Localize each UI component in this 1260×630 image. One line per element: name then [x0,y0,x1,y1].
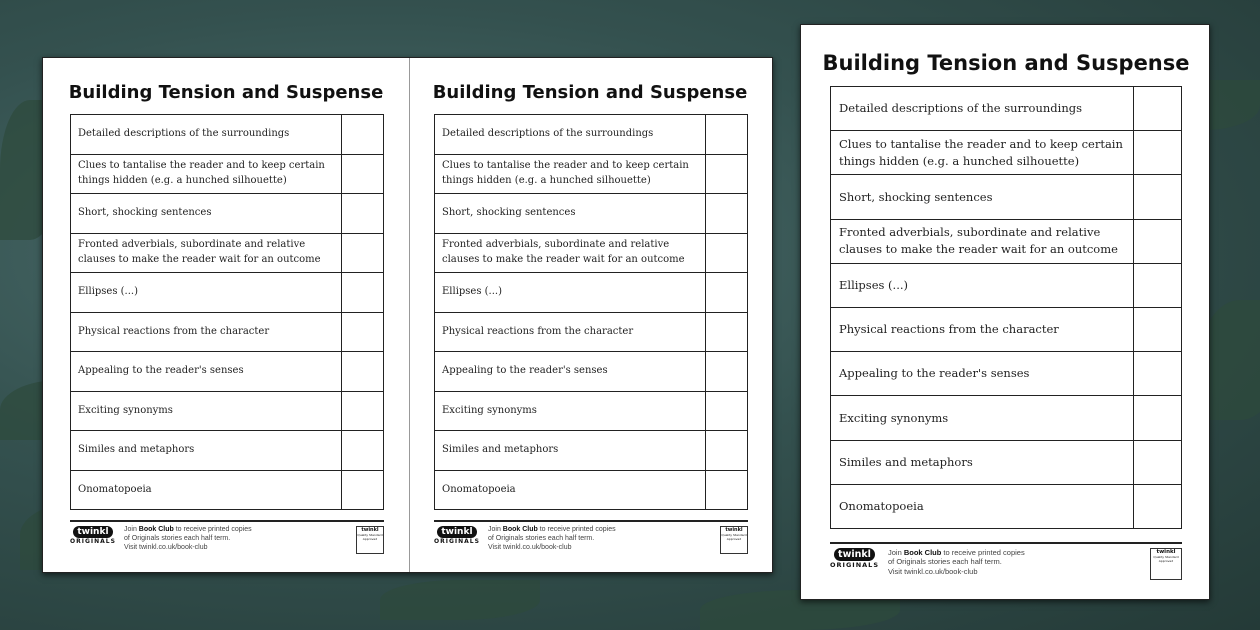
checklist-item-label: Onomatopoeia [831,484,1134,528]
checklist-item-label: Short, shocking sentences [435,194,706,234]
checklist-checkbox[interactable] [342,312,384,352]
originals-logo-text: ORIGINALS [830,561,879,569]
checklist-row [831,396,1182,440]
checklist-checkbox[interactable] [706,194,748,234]
checklist-item-label: Appealing to the reader's senses [435,352,706,392]
checklist-checkbox[interactable] [706,391,748,431]
footer-line-1 [488,526,616,535]
checklist-table [830,86,1182,529]
worksheet-title: Building Tension and Suspense [68,82,384,103]
book-club-text [488,526,616,552]
checklist-checkbox[interactable] [1134,219,1182,263]
checklist-checkbox[interactable] [1134,307,1182,351]
badge-logo: twinkl [361,527,379,533]
checklist-row [435,352,748,392]
badge-caption: Quality Standard Approved [357,533,383,541]
checklist-checkbox[interactable] [342,391,384,431]
checklist-item-label: Ellipses (...) [435,273,706,313]
worksheet-double [42,57,773,573]
footer-line-2: of Originals stories each half term. [124,534,231,542]
footer-book-club: Book Club [903,548,942,557]
footer-line-2: of Originals stories each half term. [488,534,595,542]
checklist-item-label: Exciting synonyms [435,391,706,431]
worksheet-page [801,25,1211,599]
checklist-item-label: Appealing to the reader's senses [71,352,342,392]
checklist-item-label: Onomatopoeia [71,470,342,510]
badge-caption: Quality Standard Approved [721,533,747,541]
footer-line-1-post: to receive printed copies [941,548,1025,557]
checklist-checkbox[interactable] [1134,263,1182,307]
checklist-checkbox[interactable] [706,352,748,392]
checklist-checkbox[interactable] [1134,396,1182,440]
leaf-decoration [380,580,540,620]
checklist-row [831,440,1182,484]
checklist-checkbox[interactable] [342,470,384,510]
checklist-row [71,154,384,194]
footer-line-1-pre: Join [124,526,139,533]
checklist-row [435,154,748,194]
checklist-checkbox[interactable] [706,312,748,352]
checklist-item-label: Ellipses (...) [831,263,1134,307]
checklist-row [71,194,384,234]
checklist-checkbox[interactable] [342,194,384,234]
book-club-text [124,526,252,552]
checklist-checkbox[interactable] [342,273,384,313]
twinkl-logo-text: twinkl [834,548,875,561]
footer-line-3: Visit twinkl.co.uk/book-club [888,566,978,576]
footer-line-1-post: to receive printed copies [173,526,252,533]
quality-standard-badge [356,526,384,554]
checklist-item-label: Physical reactions from the character [71,312,342,352]
checklist-item-label: Similes and metaphors [831,440,1134,484]
checklist-checkbox[interactable] [706,431,748,471]
footer-line-3: Visit twinkl.co.uk/book-club [124,543,208,551]
checklist-row [71,273,384,313]
checklist-item-label: Clues to tantalise the reader and to keep certain things hidden (e.g. a hunched silhouette) [831,131,1134,175]
worksheet-single [800,24,1210,600]
checklist-item-label: Fronted adverbials, subordinate and relative clauses to make the reader wait for an outcome [831,219,1134,263]
footer-line-1 [124,526,252,535]
footer-line-2: of Originals stories each half term. [888,557,1002,567]
twinkl-originals-logo [70,526,116,545]
checklist-table [434,114,748,510]
checklist-row [435,312,748,352]
checklist-row [71,391,384,431]
checklist-item-label: Fronted adverbials, subordinate and relative clauses to make the reader wait for an outcome [435,233,706,273]
twinkl-originals-logo [434,526,480,545]
twinkl-originals-logo [830,548,879,569]
checklist-table [70,114,384,510]
footer-divider [434,520,748,522]
footer-line-3: Visit twinkl.co.uk/book-club [488,543,572,551]
originals-logo-text: ORIGINALS [434,538,480,545]
checklist-row [435,115,748,155]
quality-standard-badge [1150,548,1182,580]
checklist-checkbox[interactable] [706,470,748,510]
checklist-row [71,115,384,155]
checklist-checkbox[interactable] [342,431,384,471]
checklist-checkbox[interactable] [342,352,384,392]
checklist-checkbox[interactable] [1134,131,1182,175]
checklist-row [831,219,1182,263]
checklist-item-label: Detailed descriptions of the surroundings [831,87,1134,131]
checklist-item-label: Fronted adverbials, subordinate and relative clauses to make the reader wait for an outcome [71,233,342,273]
checklist-checkbox[interactable] [342,115,384,155]
checklist-item-label: Similes and metaphors [71,431,342,471]
checklist-checkbox[interactable] [342,154,384,194]
checklist-item-label: Exciting synonyms [831,396,1134,440]
checklist-row [435,391,748,431]
checklist-checkbox[interactable] [1134,484,1182,528]
checklist-item-label: Exciting synonyms [71,391,342,431]
checklist-item-label: Detailed descriptions of the surroundings [71,115,342,155]
badge-logo: twinkl [725,527,743,533]
checklist-item-label: Physical reactions from the character [435,312,706,352]
checklist-checkbox[interactable] [706,154,748,194]
checklist-row [435,233,748,273]
checklist-item-label: Detailed descriptions of the surroundings [435,115,706,155]
checklist-row [435,273,748,313]
checklist-checkbox[interactable] [342,233,384,273]
checklist-row [435,431,748,471]
checklist-row [831,352,1182,396]
checklist-row [71,352,384,392]
worksheet-page [407,58,773,572]
checklist-row [831,484,1182,528]
checklist-item-label: Physical reactions from the character [831,307,1134,351]
checklist-row [71,312,384,352]
checklist-row [71,233,384,273]
footer-line-1-pre: Join [488,526,503,533]
checklist-row [71,470,384,510]
worksheet-page [43,58,409,572]
checklist-row [831,307,1182,351]
footer-book-club: Book Club [502,526,538,533]
checklist-item-label: Short, shocking sentences [831,175,1134,219]
checklist-row [71,431,384,471]
footer-line-1-post: to receive printed copies [537,526,616,533]
badge-logo: twinkl [1156,549,1176,555]
checklist-item-label: Appealing to the reader's senses [831,352,1134,396]
quality-standard-badge [720,526,748,554]
checklist-item-label: Similes and metaphors [435,431,706,471]
checklist-checkbox[interactable] [1134,87,1182,131]
checklist-row [831,87,1182,131]
checklist-checkbox[interactable] [1134,352,1182,396]
checklist-checkbox[interactable] [706,273,748,313]
checklist-row [435,194,748,234]
checklist-item-label: Short, shocking sentences [71,194,342,234]
checklist-checkbox[interactable] [706,233,748,273]
checklist-row [831,263,1182,307]
checklist-checkbox[interactable] [1134,175,1182,219]
twinkl-logo-text: twinkl [437,526,476,538]
checklist-row [831,175,1182,219]
footer-line-1-pre: Join [888,548,904,557]
checklist-row [435,470,748,510]
twinkl-logo-text: twinkl [73,526,112,538]
checklist-row [831,131,1182,175]
footer-divider [70,520,384,522]
book-club-text [888,548,1025,576]
checklist-checkbox[interactable] [1134,440,1182,484]
worksheet-title: Building Tension and Suspense [822,51,1190,75]
checklist-item-label: Ellipses (...) [71,273,342,313]
badge-caption: Quality Standard Approved [1153,555,1179,563]
originals-logo-text: ORIGINALS [70,538,116,545]
footer-book-club: Book Club [138,526,174,533]
worksheet-title: Building Tension and Suspense [432,82,748,103]
checklist-item-label: Clues to tantalise the reader and to keep certain things hidden (e.g. a hunched silhouette) [435,154,706,194]
checklist-item-label: Onomatopoeia [435,470,706,510]
footer-divider [830,542,1182,544]
footer-line-1 [888,548,1025,557]
checklist-checkbox[interactable] [706,115,748,155]
checklist-item-label: Clues to tantalise the reader and to keep certain things hidden (e.g. a hunched silhouette) [71,154,342,194]
